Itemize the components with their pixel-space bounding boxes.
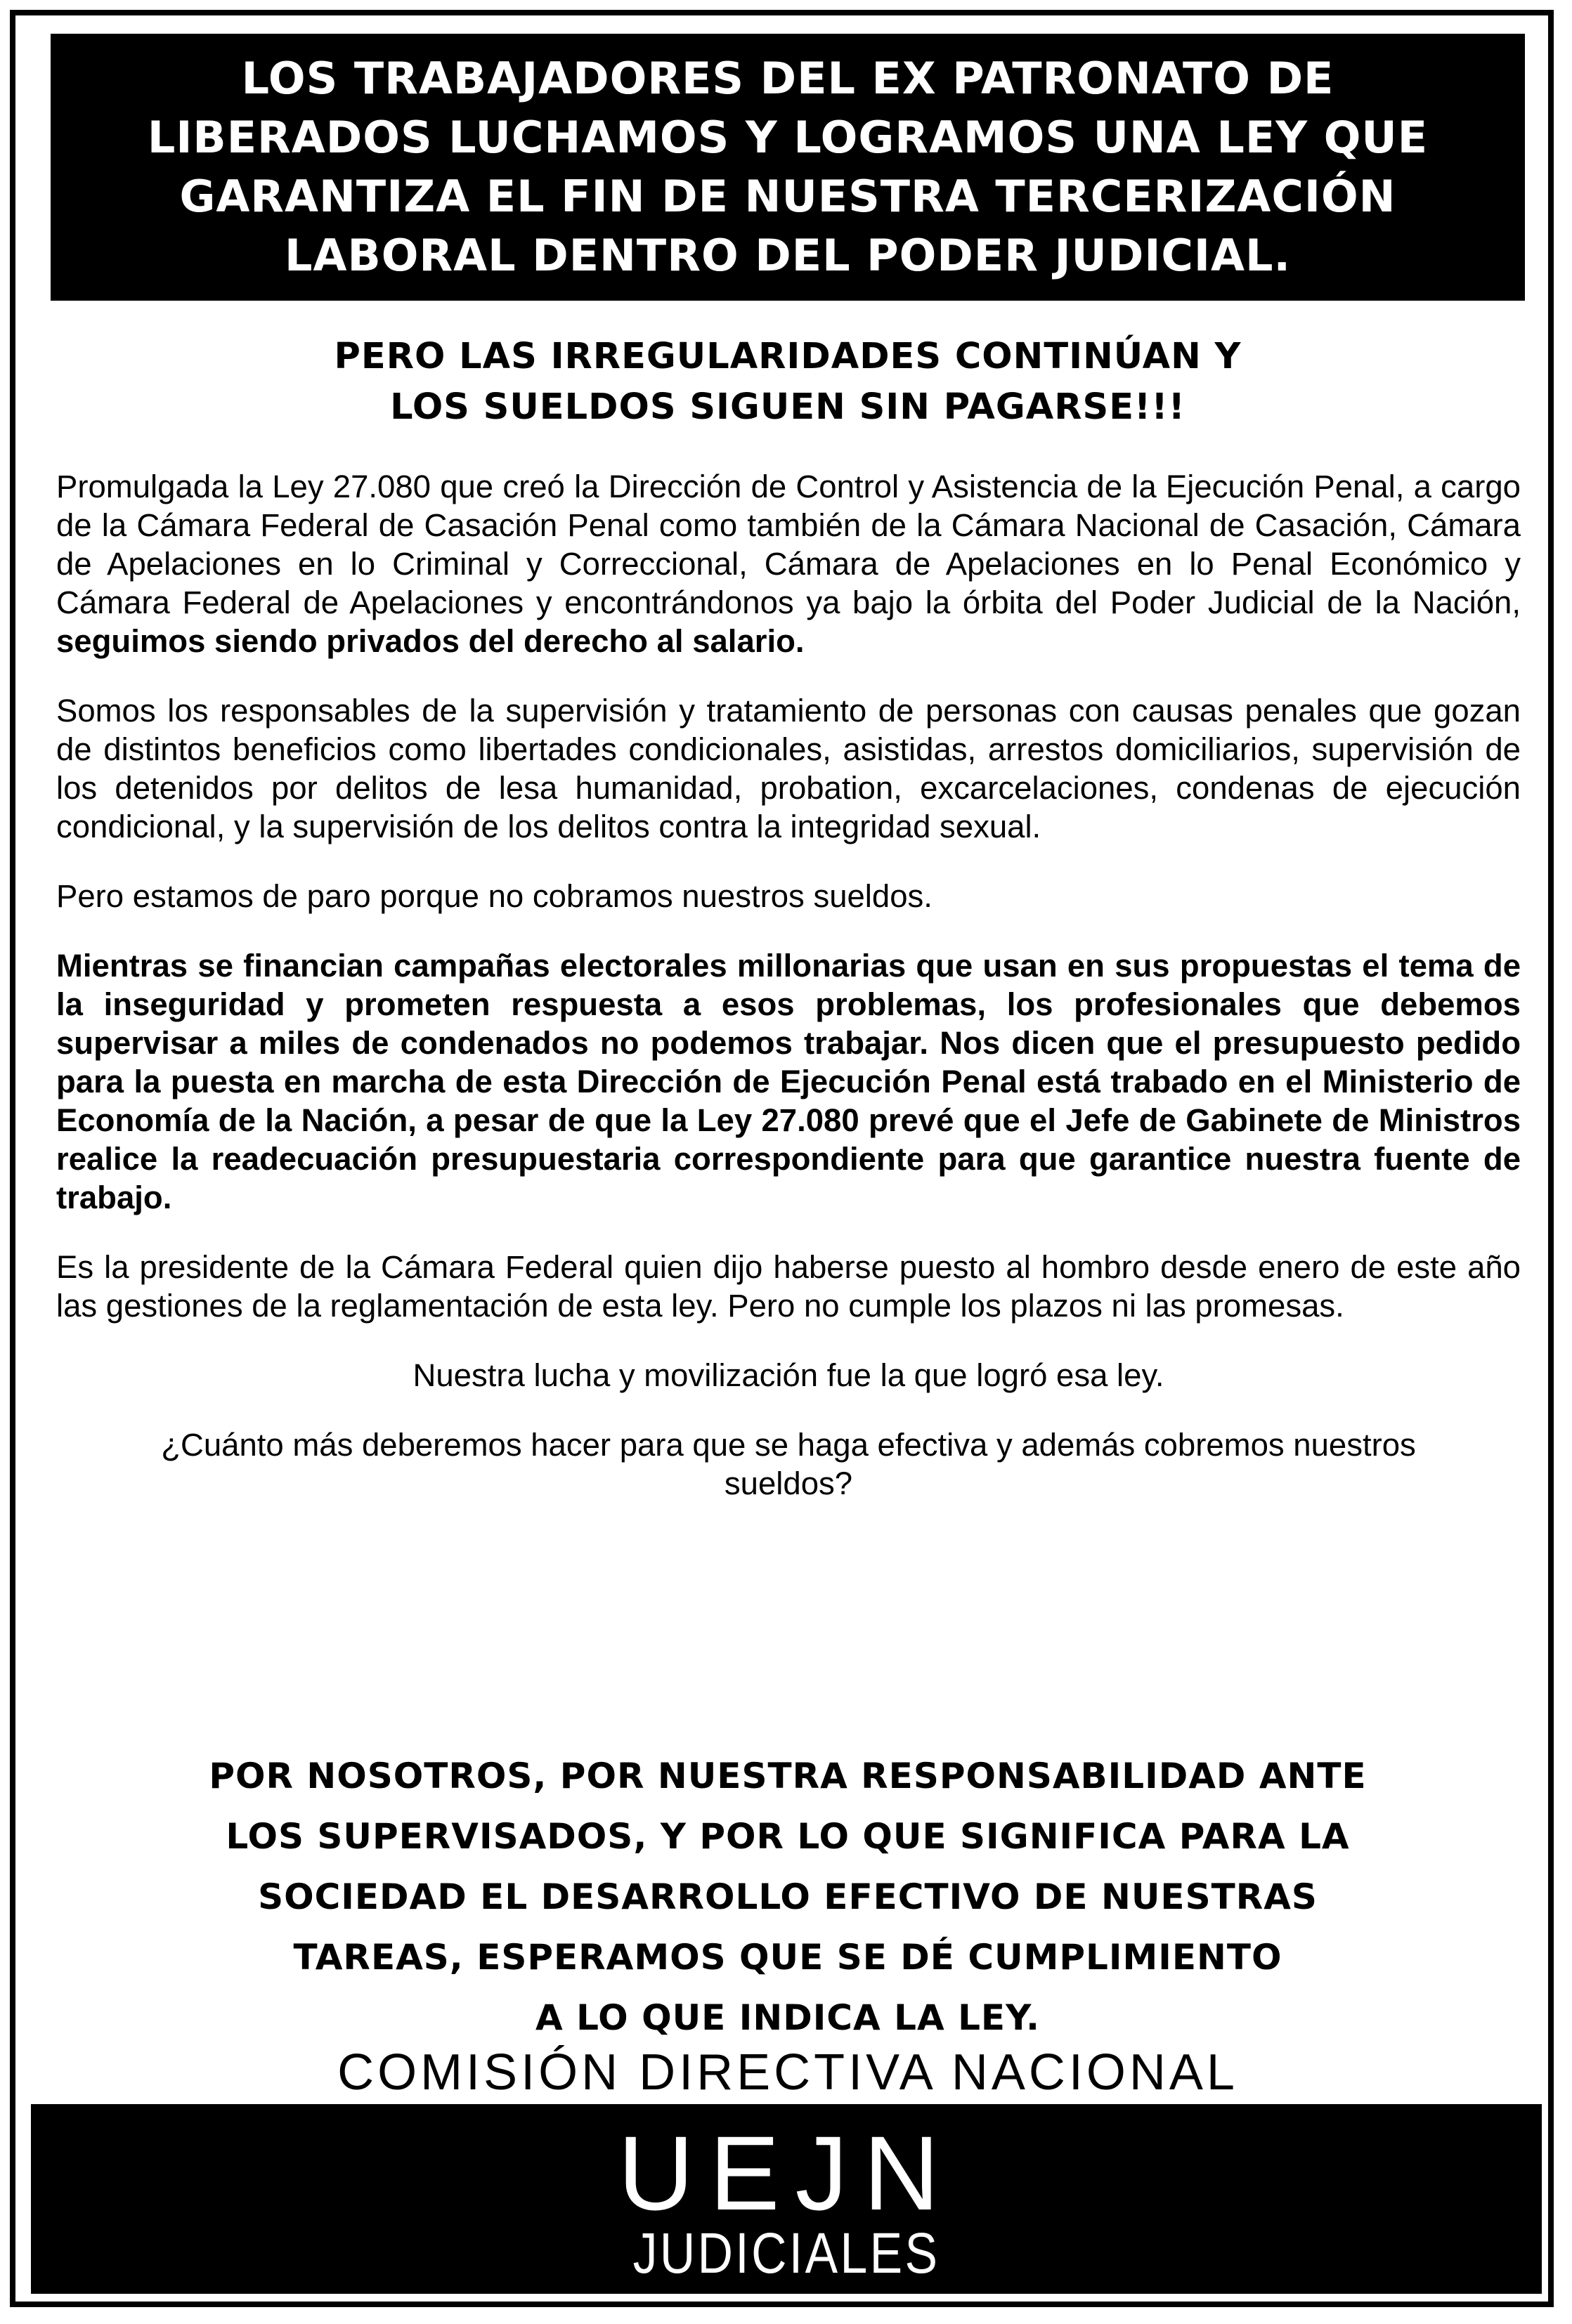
paragraph-campaigns-text: Mientras se financian campañas electorales millonarias que usan en sus propuestas el tema de la inseguridad y prometen respuesta a esos problemas, los profesionales que debemos supervisar a miles de condenados no podemos trabajar. Nos dicen que el presupuesto pedido para la puesta en marcha de esta Dirección de Ejecución Penal está trabado en el Ministerio de Economía de la Nación, a pesar de que la Ley 27.080 prevé que el Jefe de Gabinete de Ministros realice la readecuación presupuestaria correspondiente para que garantice nuestra fuente de trabajo. [56,948,1521,1215]
headline-banner [51,34,1525,301]
paragraph-law [56,467,1521,660]
paragraph-campaigns [56,946,1521,1217]
union-logo-text: UEJN [618,2114,955,2232]
paragraph-strike: Pero estamos de paro porque no cobramos nuestros sueldos. [56,878,933,914]
paragraph-responsibilities: Somos los responsables de la supervisión y tratamiento de personas con causas penales que gozan de distintos beneficios como libertades condicionales, asistidas, arrestos domiciliarios, supervisión de los detenidos por delitos de lesa humanidad, probation, excarcelaciones, condenas de ejecución condicional, y la supervisión de los delitos contra la integridad sexual. [56,693,1521,844]
union-logo-banner [31,2104,1542,2294]
paragraph-question: ¿Cuánto más deberemos hacer para que se haga efectiva y además cobremos nuestros sueldos? [161,1427,1416,1501]
paragraph-president: Es la presidente de la Cámara Federal quien dijo haberse puesto al hombro desde enero de este año las gestiones de la reglamentación de esta ley. Pero no cumple los plazos ni las promesas. [56,1249,1521,1324]
closing-statement: POR NOSOTROS, POR NUESTRA RESPONSABILIDAD ANTE LOS SUPERVISADOS, Y POR LO QUE SIGNIFICA PARA LA SOCIEDAD EL DESARROLLO EFECTIVO DE NUESTRAS TAREAS, ESPERAMOS QUE SE DÉ CUMPLIMIENTO A LO QUE INDICA LA LEY. [209,1756,1367,2038]
paragraph-struggle: Nuestra lucha y movilización fue la que logró esa ley. [413,1357,1164,1393]
article-body [56,467,1521,1534]
paragraph-law-text: Promulgada la Ley 27.080 que creó la Dirección de Control y Asistencia de la Ejecución Penal, a cargo de la Cámara Federal de Casación Penal como también de la Cámara Nacional de Casación, Cámara de Apelaciones en lo Criminal y Correccional, Cámara de Apelaciones en lo Penal Económico y Cámara Federal de Apelaciones y encontrándonos ya bajo la órbita del Poder Judicial de la Nación, [56,469,1521,620]
subheading: PERO LAS IRREGULARIDADES CONTINÚAN Y LOS SUELDOS SIGUEN SIN PAGARSE!!! [334,336,1242,428]
union-logo-subtitle: JUDICIALES [632,2221,940,2285]
headline-title: LOS TRABAJADORES DEL EX PATRONATO DE LIBERADOS LUCHAMOS Y LOGRAMOS UNA LEY QUE GARANTIZA EL FIN DE NUESTRA TERCERIZACIÓN LABORAL DENTRO DEL PODER JUDICIAL. [147,53,1429,281]
paragraph-law-emphasis: seguimos siendo privados del derecho al salario. [56,623,805,659]
committee-name: COMISIÓN DIRECTIVA NACIONAL [337,2044,1238,2101]
